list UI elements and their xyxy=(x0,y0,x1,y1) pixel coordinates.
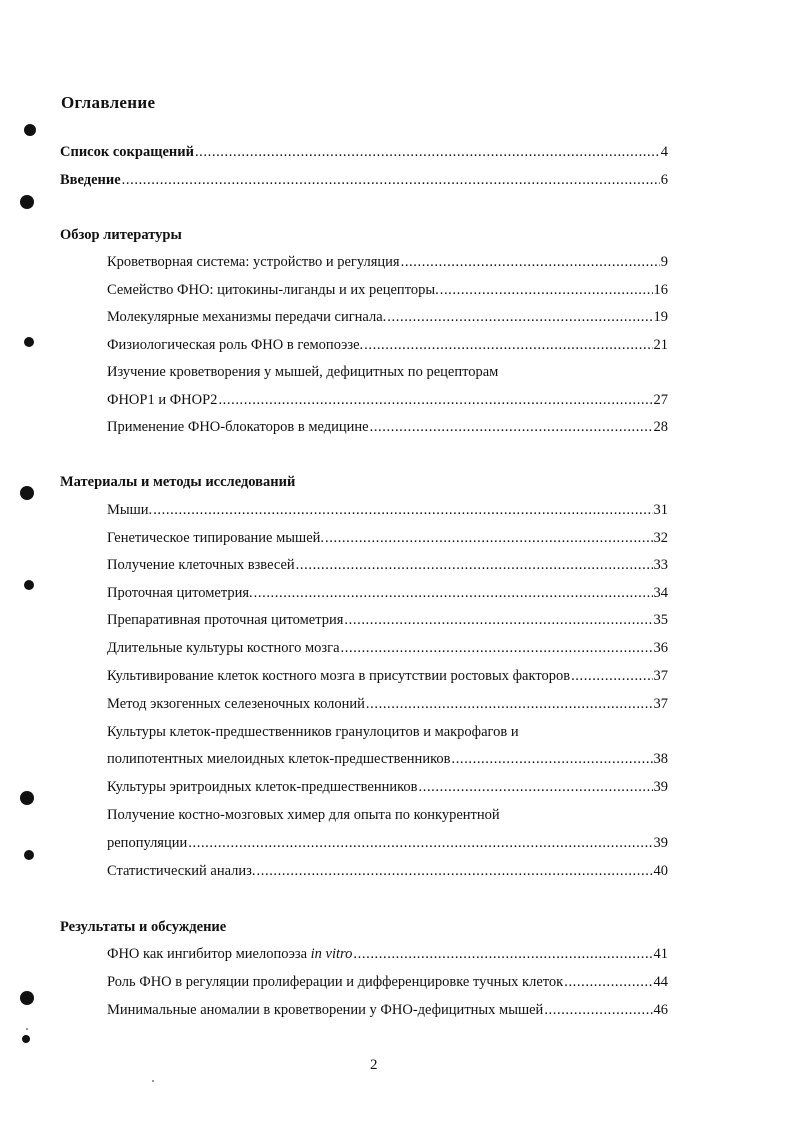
toc-entry[interactable]: Генетическое типирование мышей. ..... 32 xyxy=(107,530,668,547)
toc-entry-page: 6 xyxy=(660,172,668,188)
section-heading-literature: Обзор литературы xyxy=(60,227,182,243)
toc-title: Оглавление xyxy=(61,93,156,112)
toc-entry[interactable]: Применение ФНО-блокаторов в медицине ..... 28 xyxy=(107,419,668,436)
toc-entry[interactable]: Культуры эритроидных клеток-предшественников ..... 39 xyxy=(107,779,668,796)
toc-entry[interactable]: ФНО как ингибитор миелопоэза in vitro ..... 41 xyxy=(107,946,668,963)
binder-hole xyxy=(20,991,34,1005)
toc-entry-page: 4 xyxy=(660,144,668,160)
toc-entry[interactable]: Физиологическая роль ФНО в гемопоэзе. ..... 21 xyxy=(107,337,668,354)
toc-entry[interactable]: Проточная цитометрия. ..... 34 xyxy=(107,585,668,602)
toc-entry[interactable]: полипотентных миелоидных клеток-предшественников ..... 38 xyxy=(107,751,668,768)
toc-entry[interactable]: Культивирование клеток костного мозга в присутствии ростовых факторов ..... 37 xyxy=(107,668,668,685)
toc-entry[interactable]: Получение клеточных взвесей ..... 33 xyxy=(107,557,668,574)
toc-entry[interactable]: Мыши. ..... 31 xyxy=(107,502,668,519)
binder-hole xyxy=(24,580,34,590)
binder-hole xyxy=(24,850,34,860)
toc-entry[interactable]: ФНОР1 и ФНОР2 ..... 27 xyxy=(107,392,668,409)
toc-entry[interactable]: Метод экзогенных селезеночных колоний ..... 37 xyxy=(107,696,668,713)
toc-entry-line1[interactable]: Культуры клеток-предшественников гранулоцитов и макрофагов и xyxy=(107,724,519,740)
toc-entry-line1[interactable]: Изучение кроветворения у мышей, дефицитных по рецепторам xyxy=(107,364,499,380)
toc-entry-introduction[interactable] xyxy=(60,172,668,189)
toc-entry[interactable]: Роль ФНО в регуляции пролиферации и дифференцировке тучных клеток ..... 44 xyxy=(107,974,668,991)
scan-speck xyxy=(152,1080,154,1082)
binder-hole xyxy=(20,791,34,805)
toc-entry[interactable]: Длительные культуры костного мозга ..... 36 xyxy=(107,640,668,657)
page-number: 2 xyxy=(370,1057,378,1073)
section-heading-results: Результаты и обсуждение xyxy=(60,919,227,935)
section-heading-methods: Материалы и методы исследований xyxy=(60,474,296,490)
toc-entry[interactable]: Минимальные аномалии в кроветворении у ФНО-дефицитных мышей ..... 46 xyxy=(107,1002,668,1019)
scan-speck xyxy=(26,1028,28,1030)
toc-entry[interactable]: Молекулярные механизмы передачи сигнала. ..... 19 xyxy=(107,309,668,326)
toc-entry[interactable]: Кроветворная система: устройство и регуляция ..... 9 xyxy=(107,254,668,271)
toc-entry[interactable]: репопуляции ..... 39 xyxy=(107,835,668,852)
binder-hole xyxy=(24,337,34,347)
toc-entry-label: Введение xyxy=(60,172,121,188)
toc-entry-abbreviations[interactable] xyxy=(60,144,668,161)
toc-entry-line1[interactable]: Получение костно-мозговых химер для опыта по конкурентной xyxy=(107,807,500,823)
toc-entry[interactable]: Семейство ФНО: цитокины-лиганды и их рецепторы. ..... 16 xyxy=(107,282,668,299)
toc-entry[interactable]: Статистический анализ. ..... 40 xyxy=(107,863,668,880)
binder-hole xyxy=(20,486,34,500)
toc-entry[interactable]: Препаративная проточная цитометрия ..... 35 xyxy=(107,612,668,629)
binder-hole xyxy=(24,124,36,136)
binder-hole xyxy=(22,1035,30,1043)
binder-hole xyxy=(20,195,34,209)
toc-entry-label: Список сокращений xyxy=(60,144,194,160)
